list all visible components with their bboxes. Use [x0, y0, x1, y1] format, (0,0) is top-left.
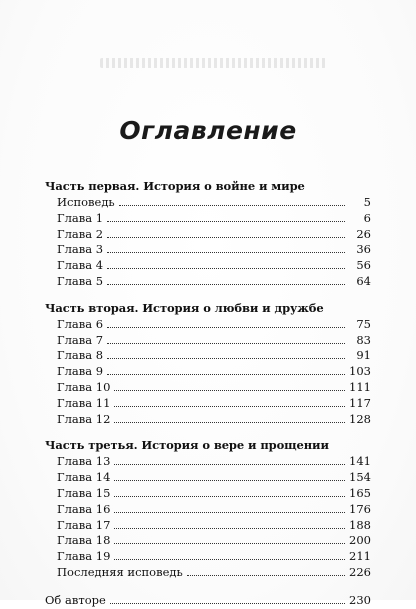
entry-label: Глава 7: [57, 332, 104, 347]
dot-leader: [114, 503, 345, 513]
entry-label: Глава 1: [57, 210, 104, 225]
entry-page-number: 176: [349, 501, 371, 516]
part-title: Часть вторая. История о любви и дружбе: [45, 300, 324, 315]
entry-page-number: 165: [349, 485, 371, 500]
entry-label: Глава 18: [57, 533, 111, 548]
dot-leader: [107, 365, 345, 375]
toc-entry: [45, 242, 371, 258]
dot-leader: [187, 566, 345, 576]
toc-part-2: [45, 300, 371, 428]
toc-title: Оглавление: [119, 116, 297, 145]
entry-page-number: 188: [349, 517, 371, 532]
toc-entry: [45, 380, 371, 396]
entry-label: Глава 16: [57, 501, 111, 516]
toc-entry: [45, 195, 371, 211]
entry-page-number: 211: [349, 549, 371, 564]
entry-label: Исповедь: [57, 195, 115, 209]
entry-page-number: 83: [356, 332, 371, 347]
toc-entry: [45, 470, 371, 486]
toc-entry: [45, 412, 371, 428]
entry-page-number: 103: [349, 364, 371, 379]
entry-page-number: 111: [349, 379, 371, 394]
entry-page-number: 226: [349, 564, 371, 579]
toc-entry: [45, 227, 371, 243]
entry-label: Глава 12: [57, 411, 111, 426]
entry-page-number: 26: [356, 226, 371, 241]
entry-page-number: 128: [349, 411, 371, 426]
entry-label: Глава 2: [57, 226, 104, 241]
entry-label: Глава 14: [57, 470, 111, 485]
toc-part-1: [45, 178, 371, 290]
table-of-contents: [45, 178, 371, 609]
toc-entry: [45, 317, 371, 333]
dot-leader: [114, 550, 345, 560]
toc-entry: [45, 518, 371, 534]
dot-leader: [107, 349, 345, 359]
entry-label: Глава 6: [57, 316, 104, 331]
entry-page-number: 75: [356, 316, 371, 331]
toc-part-3: [45, 437, 371, 580]
dot-leader: [114, 381, 345, 391]
entry-label: Глава 8: [57, 348, 104, 363]
dot-leader: [107, 318, 345, 328]
dot-leader: [110, 594, 345, 604]
entry-page-number: 117: [349, 395, 371, 410]
entry-label: Глава 3: [57, 242, 104, 257]
part-title: Часть первая. История о войне и мире: [45, 179, 305, 193]
dot-leader: [107, 228, 345, 238]
toc-entry: [45, 502, 371, 518]
entry-label: Об авторе: [45, 592, 106, 607]
toc-entry: [45, 348, 371, 364]
dot-leader: [107, 275, 345, 285]
toc-entry: [45, 364, 371, 380]
entry-page-number: 5: [363, 195, 371, 209]
toc-entry: [45, 258, 371, 274]
entry-page-number: 230: [349, 592, 371, 607]
entry-label: Глава 9: [57, 364, 104, 379]
entry-label: Глава 19: [57, 549, 111, 564]
dot-leader: [107, 243, 345, 253]
dot-leader: [114, 413, 345, 423]
entry-page-number: 154: [349, 470, 371, 485]
toc-entry: [45, 593, 371, 609]
entry-label: Глава 13: [57, 454, 111, 469]
toc-entry: [45, 533, 371, 549]
entry-page-number: 56: [356, 258, 371, 273]
entry-label: Последняя исповедь: [57, 564, 183, 579]
entry-page-number: 91: [356, 348, 371, 363]
dot-leader: [107, 212, 345, 222]
dot-leader: [114, 487, 345, 497]
dot-leader: [114, 397, 345, 407]
dot-leader: [107, 334, 345, 344]
dot-leader: [114, 519, 345, 529]
toc-entry: [45, 396, 371, 412]
toc-entry: [45, 211, 371, 227]
entry-label: Глава 11: [57, 395, 111, 410]
dot-leader: [114, 471, 345, 481]
toc-entry: [45, 486, 371, 502]
toc-entry: [45, 549, 371, 565]
part-title: Часть третья. История о вере и прощении: [45, 438, 329, 453]
entry-label: Глава 17: [57, 517, 111, 532]
toc-about-author: [45, 593, 371, 609]
toc-entry: [45, 333, 371, 349]
entry-page-number: 141: [349, 454, 371, 469]
entry-page-number: 200: [349, 533, 371, 548]
entry-label: Глава 15: [57, 485, 111, 500]
toc-entry: [45, 274, 371, 290]
dot-leader: [107, 259, 345, 269]
dot-leader: [114, 534, 345, 544]
entry-label: Глава 5: [57, 273, 104, 288]
entry-page-number: 36: [356, 242, 371, 257]
entry-label: Глава 10: [57, 379, 111, 394]
entry-page-number: 64: [356, 273, 371, 288]
entry-page-number: 6: [363, 210, 371, 225]
toc-entry: [45, 454, 371, 470]
bleed-through-decoration: [100, 58, 326, 68]
entry-label: Глава 4: [57, 258, 104, 273]
dot-leader: [114, 455, 345, 465]
dot-leader: [119, 196, 345, 206]
toc-entry: [45, 565, 371, 581]
